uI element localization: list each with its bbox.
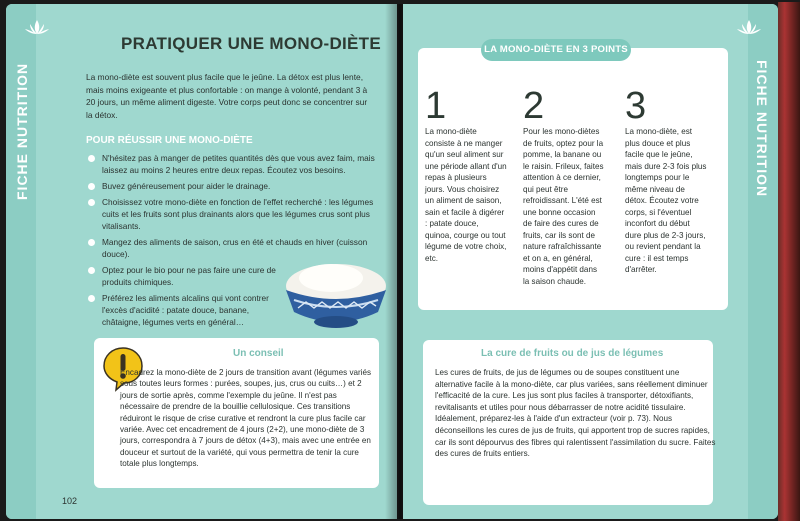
tip-text: Encadrez la mono-diète de 2 jours de transition avant (légumes variés sous toutes leurs formes : purées, soupes, jus, crus ou cuits…) et 2 jours de sortie après, comme l'exemple du jeûne. Il n'est pas nécessaire de prendre de la bouillie cellulosique. Ces transitions réduiront le risque de crise curative et rendront la cure plus facile car variée. Avec cet encadrement de 4 jours (2+2), une mono-diète de 3 jours, correspondra à 7 jours de détox (4+3), mais avec une entrée en douceur et surtout de la variété, qui vous permettra de tenir la cure totale plus longtemps. — [120, 368, 372, 469]
section-label: FICHE NUTRITION — [14, 62, 30, 200]
left-page — [6, 4, 397, 519]
list-item: Choisissez votre mono-diète en fonction de l'effet recherché : les légumes cuits et les fruits sont plus drainants alors que les légumes crus sont plus vitalisants. — [86, 196, 381, 232]
point-column — [625, 85, 707, 276]
bullet-dot — [88, 239, 95, 246]
page-number: 102 — [62, 496, 78, 506]
subheading: POUR RÉUSSIR UNE MONO-DIÈTE — [86, 135, 253, 146]
point-column — [523, 85, 605, 287]
bullet-dot — [88, 267, 95, 274]
point-text: Pour les mono-diètes de fruits, optez pour la pomme, la banane ou le raisin. Frileux, faites attention à ce dernier, qui peut être refroidissant. L'été est une bonne occasion de faire des cures de fruits, car ils sont de nature rafraîchissante et on a, en général, moins d'appétit dans la saison chaude. — [523, 127, 604, 286]
lotus-icon — [736, 18, 762, 36]
list-item: Mangez des aliments de saison, crus en été et chauds en hiver (cuisson douce). — [86, 236, 381, 260]
rice-bowl-image — [276, 256, 396, 336]
bullet-dot — [88, 295, 95, 302]
intro-paragraph: La mono-diète est souvent plus facile que le jeûne. La détox est plus lente, mais moins exigeante et plus confortable : on mange à volonté, pendant 3 à 20 jours, un même aliment digeste. Votre corps peut donc se concentrer sur la détox. — [86, 72, 368, 120]
point-text: La mono-diète consiste à ne manger qu'un seul aliment sur une période allant d'un repas à plusieurs jours. Vous choisirez un aliment de saison, sain et facile à digérer : patate douce, quinoa, courge ou tout légume de votre choix, etc. — [425, 127, 507, 263]
list-item: Buvez généreusement pour aider le drainage. — [86, 180, 381, 192]
book-edge — [778, 2, 800, 521]
bullet-dot — [88, 183, 95, 190]
list-item: Préférez les aliments alcalins qui vont contrer l'excès d'acidité : patate douce, banane, châtaigne, légumes verts en général… — [86, 292, 286, 328]
right-page — [403, 4, 778, 519]
tip-title: Un conseil — [233, 348, 284, 359]
point-text: La mono-diète, est plus douce et plus facile que le jeûne, mais dure 2-3 fois plus longtemps pour le même niveau de détox. Écoutez votre corps, si l'éventuel inconfort du début dure plus de 2-3 jours, ou revient pendant la cure : il est temps d'arrêter. — [625, 127, 707, 274]
bullet-dot — [88, 155, 95, 162]
section-label: FICHE NUTRITION — [754, 60, 770, 198]
point-number: 3 — [625, 85, 647, 127]
cure-text: Les cures de fruits, de jus de légumes ou de soupes constituent une alternative facile à la mono-diète, car plus variées, sans réellement diminuer l'efficacité de la cure. Les jus sont plus faciles à transporter, détoxifiants, revitalisants et utiles pour nous débarrasser de notre acidité tissulaire. Idéalement, préparez-les à l'aide d'un extracteur (voir p. 73). Nous déconseillons les cures de jus de fruits, qui apportent trop de sucres rapides, car ils sont dépourvus des fibres qui ralentissent l'assimilation du sucre. Faites des cures de fruits entiers. — [435, 368, 716, 459]
page-title: PRATIQUER UNE MONO-DIÈTE — [121, 34, 381, 53]
bullet-dot — [88, 199, 95, 206]
points-title: LA MONO-DIÈTE EN 3 POINTS — [481, 39, 631, 61]
list-item: N'hésitez pas à manger de petites quantités dès que vous avez faim, mais laissez au moins 2 heures entre deux repas. Écoutez vos besoins. — [86, 152, 381, 176]
point-column — [425, 85, 507, 264]
point-number: 1 — [425, 85, 447, 127]
list-item: Optez pour le bio pour ne pas faire une cure de produits chimiques. — [86, 264, 286, 288]
point-number: 2 — [523, 85, 545, 127]
cure-title: La cure de fruits ou de jus de légumes — [481, 348, 664, 359]
lotus-icon — [24, 18, 50, 36]
